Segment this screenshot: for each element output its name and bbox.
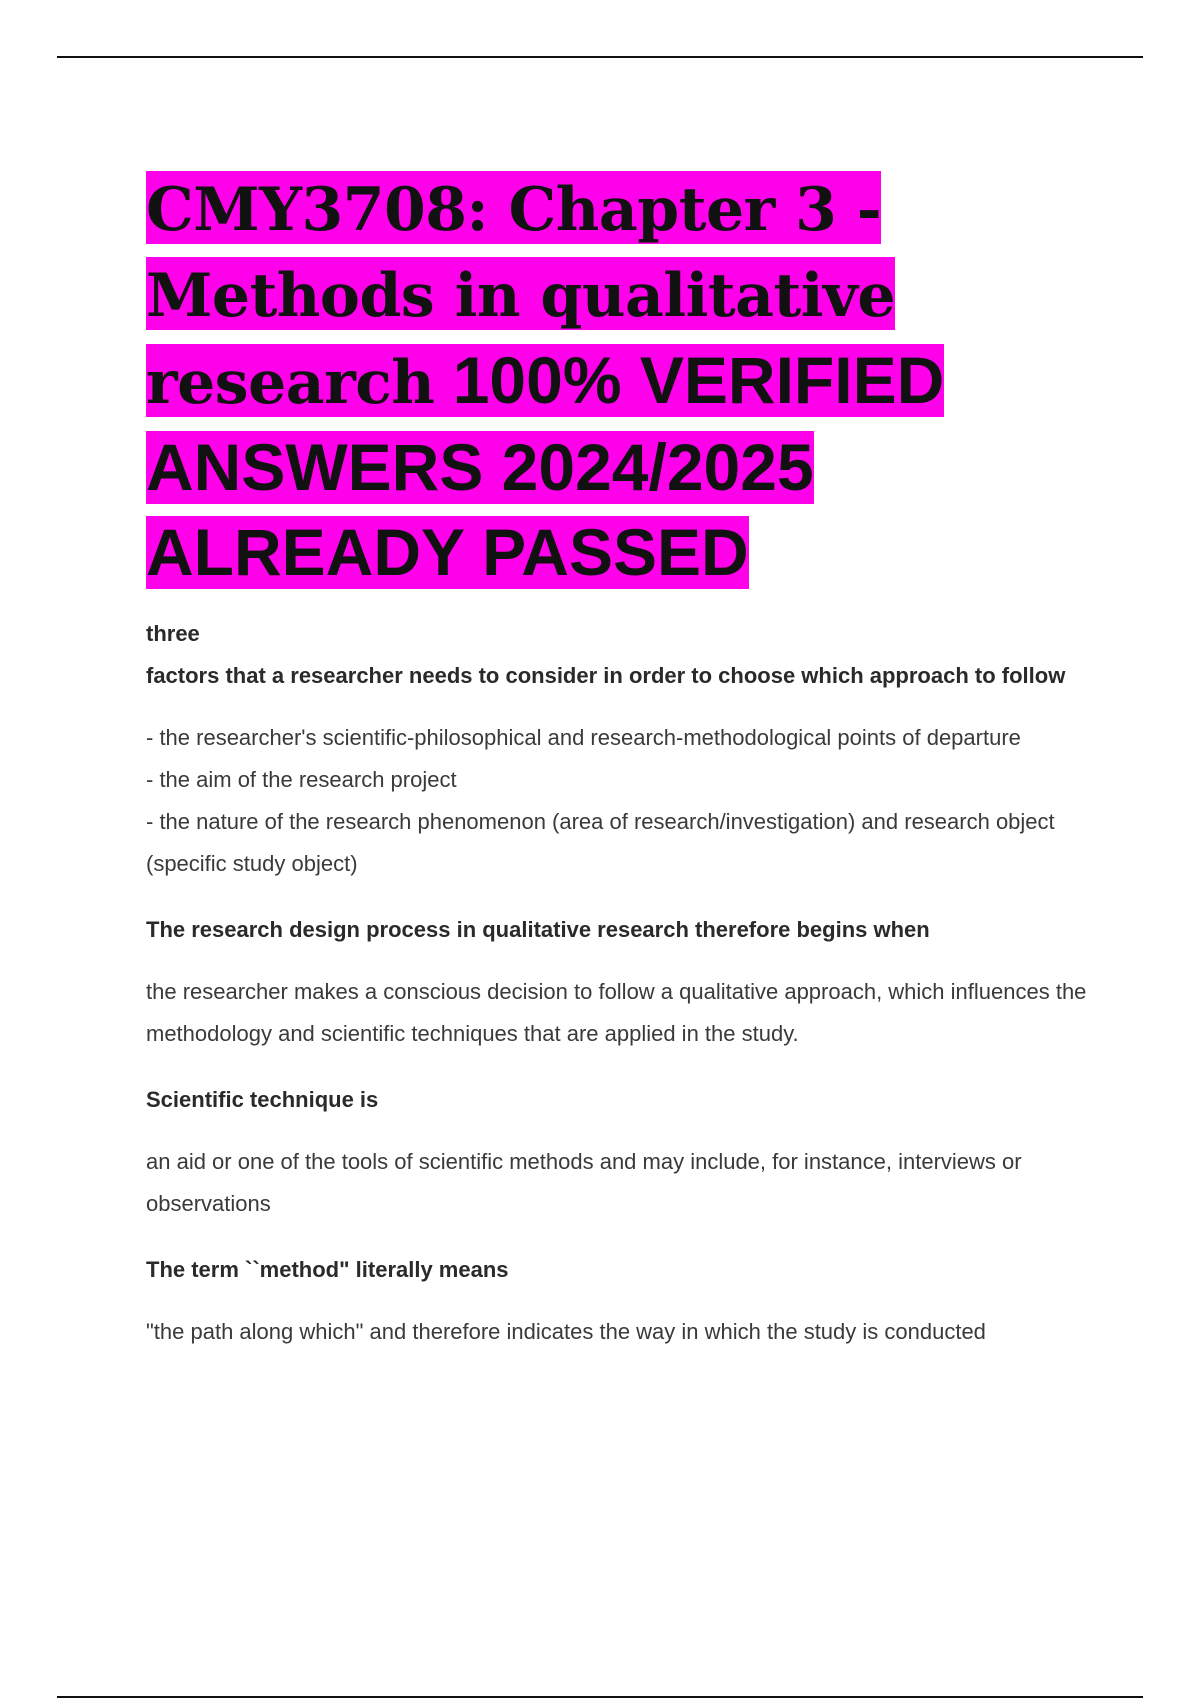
qa-block-1 — [146, 613, 1106, 885]
document-title — [146, 166, 1106, 595]
qa-block-3 — [146, 1079, 1106, 1225]
question-2: The research design process in qualitative research therefore begins when — [146, 917, 930, 942]
bottom-rule — [57, 1696, 1143, 1698]
answer-2: the researcher makes a conscious decision to follow a qualitative approach, which influences the methodology and scientific techniques that are applied in the study. — [146, 979, 1087, 1046]
document-body — [146, 166, 1106, 1353]
question-3: Scientific technique is — [146, 1087, 379, 1112]
answer-3: an aid or one of the tools of scientific methods and may include, for instance, interviews or observations — [146, 1149, 1022, 1216]
question-4: The term ``method" literally means — [146, 1257, 509, 1282]
title-serif-part: CMY3708: Chapter 3 - Methods in qualitative research — [146, 175, 896, 418]
question-1 — [146, 613, 1106, 697]
answer-4: "the path along which" and therefore indicates the way in which the study is conducted — [146, 1319, 986, 1344]
question-1-line-2: factors that a researcher needs to consider in order to choose which approach to follow — [146, 663, 1066, 688]
answer-1-item-2: - the aim of the research project — [146, 767, 457, 792]
question-1-line-1: three — [146, 621, 200, 646]
qa-block-2 — [146, 909, 1106, 1055]
title-sans-part: 100% VERIFIED ANSWERS 2024/2025 ALREADY PASSED — [146, 343, 945, 589]
top-rule — [57, 56, 1143, 58]
qa-block-4 — [146, 1249, 1106, 1353]
title-highlight — [146, 171, 944, 589]
answer-1-item-3: - the nature of the research phenomenon (area of research/investigation) and research object (specific study object) — [146, 809, 1055, 876]
answer-1-item-1: - the researcher's scientific-philosophical and research-methodological points of departure — [146, 725, 1021, 750]
answer-1 — [146, 717, 1106, 885]
